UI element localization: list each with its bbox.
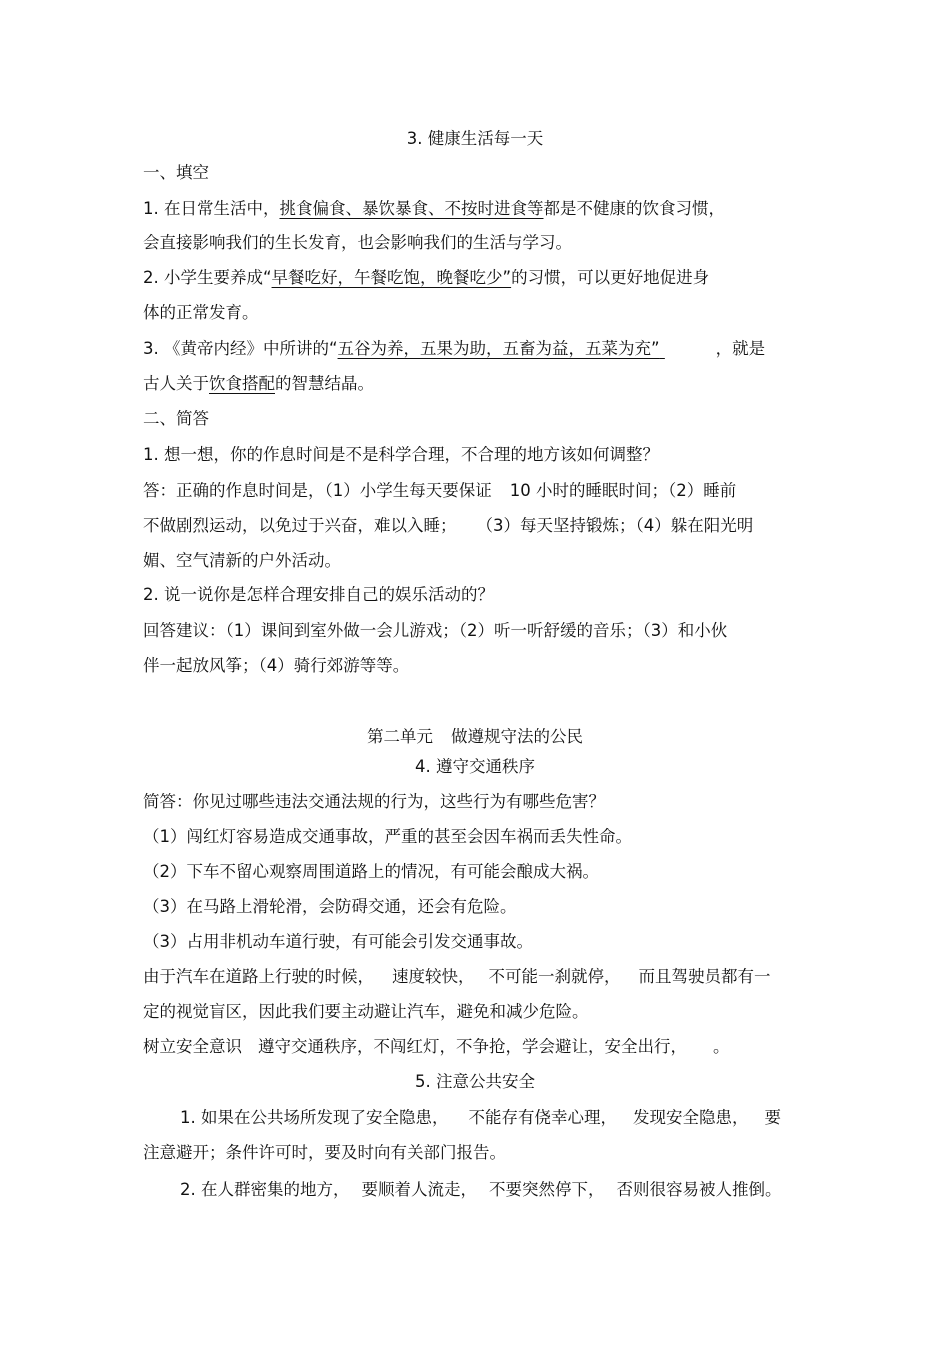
answer-2-line-2: 伴一起放风筝；（4）骑行郊游等等。 — [143, 656, 410, 675]
answer-blank — [660, 338, 704, 360]
answer-1-line-1 — [143, 480, 736, 502]
section-4-paragraph-2-part-c: 。 — [713, 1037, 730, 1056]
fill-question-1-answer: 挑食偏食、暴饮暴食、不按时进食等 — [279, 199, 544, 218]
fill-question-3-answer: 五谷为养，五果为助，五畜为益，五菜为充” — [337, 339, 660, 358]
fill-question-3-line-2-answer: 饮食搭配 — [209, 374, 275, 393]
section-4-question: 简答：你见过哪些违法交通法规的行为，这些行为有哪些危害？ — [143, 792, 605, 811]
unit-2-title-number: 第二单元 — [367, 727, 433, 746]
section-5-paragraph-2 — [180, 1179, 782, 1201]
fill-question-3-line-2-text-end: 的智慧结晶。 — [275, 374, 374, 393]
answer-1-line-1-part-b: 10 小时的睡眠时间；（2）睡前 — [509, 481, 737, 500]
answer-2-line-1: 回答建议：（1）课间到室外做一会儿游戏；（2）听一听舒缓的音乐；（3）和小伙 — [143, 621, 728, 640]
section-3-title: 3. 健康生活每一天 — [406, 129, 544, 148]
unit-2-title-name: 做遵规守法的公民 — [451, 727, 583, 746]
fill-question-1-text-end: 都是不健康的饮食习惯， — [543, 199, 725, 218]
answer-1-line-3: 媚、空气清新的户外活动。 — [143, 551, 341, 570]
section-5-paragraph-2-part-c: 不要突然停下， — [489, 1180, 605, 1199]
fill-question-3-text-end: ，就是 — [715, 339, 766, 358]
section-4-title: 4. 遵守交通秩序 — [415, 757, 535, 776]
fill-question-2-text: 2. 小学生要养成“ — [143, 268, 272, 287]
short-question-2: 2. 说一说你是怎样合理安排自己的娱乐活动的？ — [143, 585, 494, 604]
fill-question-3-text: 3. 《黄帝内经》中所讲的“ — [143, 339, 338, 358]
answer-1-line-2-part-a: 不做剧烈运动，以免过于兴奋，难以入睡； — [143, 516, 457, 535]
fill-question-3-line-1 — [143, 338, 765, 360]
answer-1-line-2-part-b: （3）每天坚持锻炼；（4）躲在阳光明 — [476, 516, 754, 535]
section-5-paragraph-2-part-b: 要顺着人流走， — [361, 1180, 477, 1199]
section-5-paragraph-1-part-a: 1. 如果在公共场所发现了安全隐患， — [180, 1108, 449, 1127]
section-4-paragraph-1-part-b: 速度较快， — [392, 967, 475, 986]
section-4-item-2: （2）下车不留心观察周围道路上的情况，有可能会酿成大祸。 — [143, 862, 599, 881]
section-5-paragraph-1-part-d: 要 — [764, 1108, 781, 1127]
section-4-paragraph-1-line-1 — [143, 966, 771, 988]
short-question-1: 1. 想一想，你的作息时间是不是科学合理，不合理的地方该如何调整？ — [143, 445, 659, 464]
section-5-paragraph-2-part-d: 否则很容易被人推倒。 — [616, 1180, 782, 1199]
section-5-paragraph-1-line-1 — [180, 1107, 781, 1129]
section-4-paragraph-1-line-2: 定的视觉盲区，因此我们要主动避让汽车，避免和减少危险。 — [143, 1002, 589, 1021]
part-2-heading: 二、简答 — [143, 409, 209, 428]
section-5-title: 5. 注意公共安全 — [415, 1072, 535, 1091]
section-4-item-1: （1）闯红灯容易造成交通事故，严重的甚至会因车祸而丢失性命。 — [143, 827, 632, 846]
fill-question-2-line-2: 体的正常发育。 — [143, 303, 259, 322]
section-5-paragraph-1-part-c: 发现安全隐患， — [633, 1108, 749, 1127]
fill-question-1-line-1 — [143, 198, 725, 220]
section-4-paragraph-1-part-a: 由于汽车在道路上行驶的时候， — [143, 967, 374, 986]
unit-2-title — [0, 726, 950, 748]
section-4-paragraph-1-part-d: 而且驾驶员都有一 — [638, 967, 771, 986]
section-5-paragraph-1-part-b: 不能存有侥幸心理， — [468, 1108, 617, 1127]
fill-question-2-answer: 早餐吃好，午餐吃饱，晚餐吃少” — [271, 268, 512, 287]
section-5-paragraph-2-part-a: 2. 在人群密集的地方， — [180, 1180, 350, 1199]
fill-question-2-text-end: 的习惯，可以更好地促进身 — [511, 268, 710, 287]
section-4-paragraph-2-part-b: 遵守交通秩序，不闯红灯，不争抢，学会避让，安全出行， — [258, 1037, 687, 1056]
section-4-paragraph-1-part-c: 不可能一刹就停， — [488, 967, 621, 986]
fill-question-3-line-2-text: 古人关于 — [143, 374, 209, 393]
section-4-paragraph-2-part-a: 树立安全意识 — [143, 1037, 242, 1056]
fill-question-1-line-2: 会直接影响我们的生长发育，也会影响我们的生活与学习。 — [143, 233, 572, 252]
section-4-item-3: （3）在马路上滑轮滑，会防碍交通，还会有危险。 — [143, 897, 517, 916]
section-5-paragraph-1-line-2: 注意避开；条件许可时，要及时向有关部门报告。 — [143, 1143, 506, 1162]
fill-question-3-line-2 — [143, 373, 374, 395]
part-1-heading: 一、填空 — [143, 163, 209, 182]
section-4-item-4: （3）占用非机动车道行驶，有可能会引发交通事故。 — [143, 932, 533, 951]
fill-question-1-text: 1. 在日常生活中， — [143, 199, 280, 218]
answer-1-line-1-part-a: 答：正确的作息时间是，（1）小学生每天要保证 — [143, 481, 492, 500]
fill-question-2-line-1 — [143, 267, 709, 289]
answer-1-line-2 — [143, 515, 753, 537]
section-4-paragraph-2 — [143, 1036, 730, 1058]
